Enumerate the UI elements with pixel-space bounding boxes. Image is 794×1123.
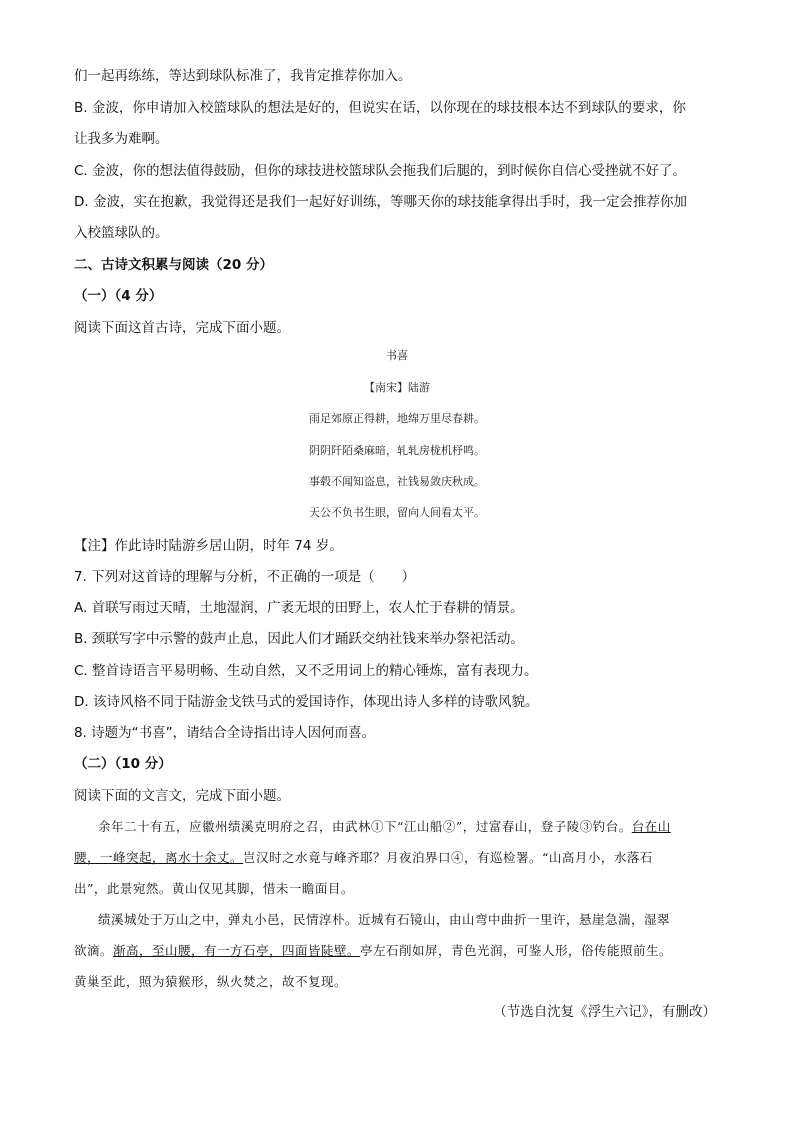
section2-heading: 二、古诗文积累与阅读（20 分）: [74, 257, 273, 273]
passage-text: 余年二十有五，应徽州绩溪克明府之召，由武林①下“江山船②”，过富春山，登子陵③钓台。: [98, 819, 632, 834]
passage-p2-line1: 绩溪城处于万山之中，弹丸小邑，民情淳朴。近城有石镜山，由山弯中曲折一里许，悬崖急湍，湿翠: [98, 912, 671, 927]
passage-p2-line3: 黄巢至此，照为猿猴形，纵火焚之，故不复现。: [74, 974, 348, 989]
poem-author: 【南宋】陆游: [364, 381, 430, 394]
passage-p1-line2: [74, 848, 653, 868]
part2-heading: （二）（10 分）: [74, 756, 172, 772]
passage-p2-line2: [74, 941, 672, 961]
poem-line: 天公不负书生眼，留向人间看太平。: [309, 506, 485, 519]
poem-title: 书喜: [386, 349, 408, 362]
q8-stem: 8. 诗题为“书喜”，请结合全诗指出诗人因何而喜。: [74, 725, 376, 741]
underlined-text: 腰，一峰突起，离水十余丈。: [74, 850, 244, 865]
part2-instruction: 阅读下面的文言文，完成下面小题。: [74, 788, 290, 804]
passage-p1-line3: 出”，此景宛然。黄山仅见其脚，惜未一瞻面目。: [74, 881, 354, 896]
q7-option-d: D. 该诗风格不同于陆游金戈铁马式的爱国诗作，体现出诗人多样的诗歌风貌。: [74, 694, 539, 710]
part1-instruction: 阅读下面这首古诗，完成下面小题。: [74, 320, 290, 336]
option-a-continued: 们一起再练练，等达到球队标准了，我肯定推荐你加入。: [74, 68, 412, 84]
option-b-line1: B. 金波，你申请加入校篮球队的想法是好的，但说实在话，以你现在的球技根本达不到球队的要求，你: [74, 100, 686, 116]
q7-option-a: A. 首联写雨过天晴，土地湿润，广袤无垠的田野上，农人忙于春耕的情景。: [74, 600, 524, 616]
passage-text: 欲滴。: [74, 943, 114, 958]
poem-note: 【注】作此诗时陆游乡居山阴，时年 74 岁。: [74, 538, 343, 554]
passage-text: 亭左石削如屏，青色光润，可鉴人形，俗传能照前生。: [360, 943, 673, 958]
option-c: C. 金波，你的想法值得鼓励，但你的球技进校篮球队会拖我们后腿的，到时候你自信心受挫就不好了。: [74, 163, 687, 179]
part1-heading: （一）（4 分）: [74, 288, 163, 304]
passage-text: 岂汉时之水竟与峰齐耶？月夜泊界口④，有巡检署。“山高月小，水落石: [243, 850, 653, 865]
q7-stem: 7. 下列对这首诗的理解与分析，不正确的一项是（ ）: [74, 569, 416, 585]
poem-line: 阴阴阡陌桑麻暗，轧轧房栊机杼鸣。: [309, 444, 485, 457]
poem-line: 事毂不闻知盗息，社钱易敛庆秋成。: [309, 475, 485, 488]
passage-p1-line1: [98, 817, 671, 837]
q7-option-c: C. 整首诗语言平易明畅、生动自然，又不乏用词上的精心锤炼，富有表现力。: [74, 663, 538, 679]
option-d-line2: 入校篮球队的。: [74, 225, 169, 241]
poem-line: 雨足郊原正得耕，地绵万里尽春耕。: [309, 412, 485, 425]
option-d-line1: D. 金波，实在抱歉，我觉得还是我们一起好好训练，等哪天你的球技能拿得出手时，我一定会推荐你加: [74, 194, 687, 210]
underlined-text: 渐高，至山腰，有一方石亭，四面皆陡壁。: [113, 943, 361, 958]
q7-option-b: B. 颈联写字中示警的鼓声止息，因此人们才踊跃交纳社钱来举办祭祀活动。: [74, 631, 524, 647]
passage-source: （节选自沈复《浮生六记》，有删改）: [493, 1004, 716, 1020]
option-b-line2: 让我多为难啊。: [74, 131, 169, 147]
underlined-text: 台在山: [631, 819, 671, 834]
